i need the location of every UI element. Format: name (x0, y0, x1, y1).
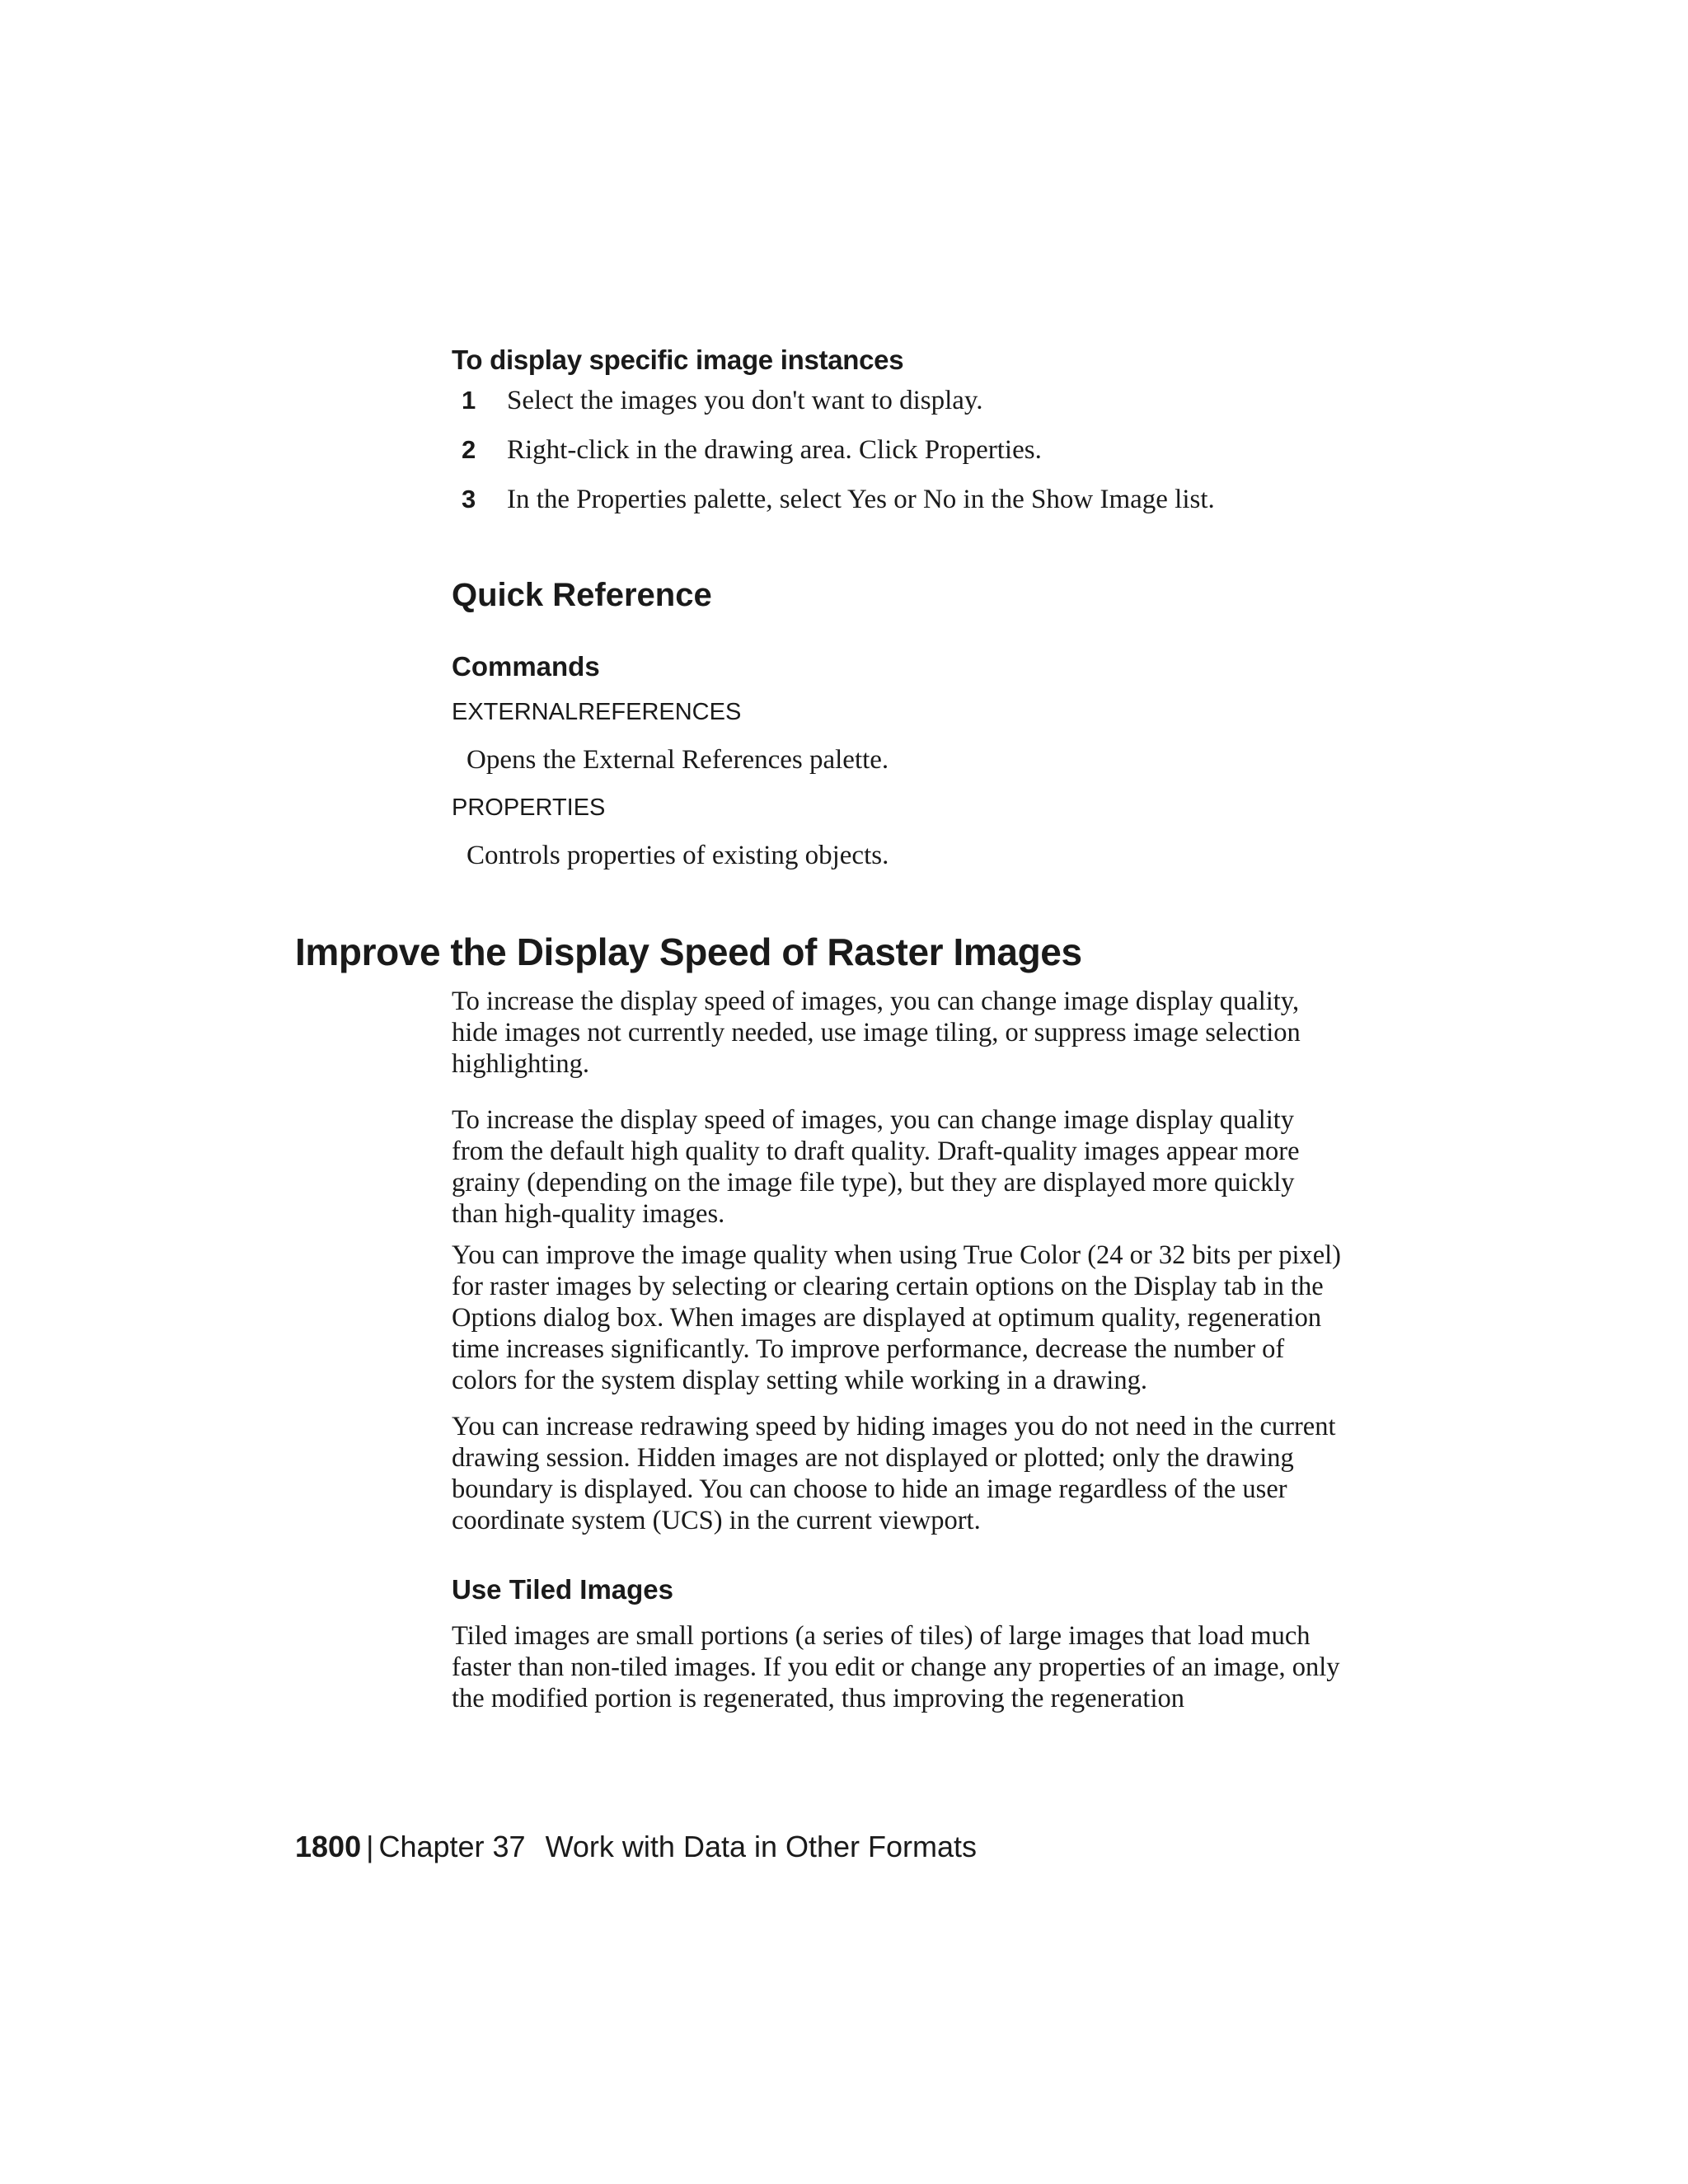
body-paragraph: Tiled images are small portions (a series of tiles) of large images that load much faster than non-tiled images. If you edit or change any properties of an image, only the modified portion is regenerated, thus improving the regeneration (452, 1621, 1340, 1713)
step-number: 2 (462, 435, 476, 464)
commands-heading: Commands (452, 651, 600, 682)
command-name: PROPERTIES (452, 794, 606, 821)
subheading: Use Tiled Images (452, 1574, 674, 1605)
page-footer (295, 1830, 977, 1864)
step-number: 3 (462, 485, 476, 513)
step-number: 1 (462, 386, 476, 415)
command-description: Opens the External References palette. (467, 745, 889, 775)
procedure-step (462, 485, 1215, 515)
step-text: Right-click in the drawing area. Click Properties. (507, 435, 1042, 465)
body-paragraph: To increase the display speed of images, you can change image display quality from the default high quality to draft quality. Draft-quality images appear more grainy (depending on the image file type), but they are displayed more quickly than high-quality images. (452, 1105, 1300, 1229)
step-text: In the Properties palette, select Yes or No in the Show Image list. (507, 485, 1215, 514)
body-paragraph: You can increase redrawing speed by hiding images you do not need in the current drawing session. Hidden images are not displayed or plotted; only the drawing boundary is displayed. You can choose to hide an image regardless of the user coordinate system (UCS) in the current viewport. (452, 1412, 1336, 1535)
body-paragraph: You can improve the image quality when using True Color (24 or 32 bits per pixel) for raster images by selecting or clearing certain options on the Display tab in the Options dialog box. When images are displayed at optimum quality, regeneration time increases significantly. To improve performance, decrease the number of colors for the system display setting while working in a drawing. (452, 1240, 1342, 1395)
quick-reference-title: Quick Reference (452, 577, 712, 613)
chapter-label: Chapter 37 (378, 1830, 526, 1863)
chapter-title: Work with Data in Other Formats (545, 1830, 978, 1863)
command-description: Controls properties of existing objects. (467, 841, 889, 870)
procedure-step (462, 435, 1042, 466)
step-text: Select the images you don't want to display. (507, 386, 983, 415)
procedure-title: To display specific image instances (452, 344, 904, 375)
body-paragraph: To increase the display speed of images, you can change image display quality, hide images not currently needed, use image tiling, or suppress image selection highlighting. (452, 987, 1301, 1079)
command-name: EXTERNALREFERENCES (452, 699, 742, 725)
page-number: 1800 (295, 1830, 362, 1863)
section-title: Improve the Display Speed of Raster Images (295, 930, 1082, 973)
procedure-step (462, 386, 983, 416)
footer-separator: | (366, 1830, 374, 1863)
